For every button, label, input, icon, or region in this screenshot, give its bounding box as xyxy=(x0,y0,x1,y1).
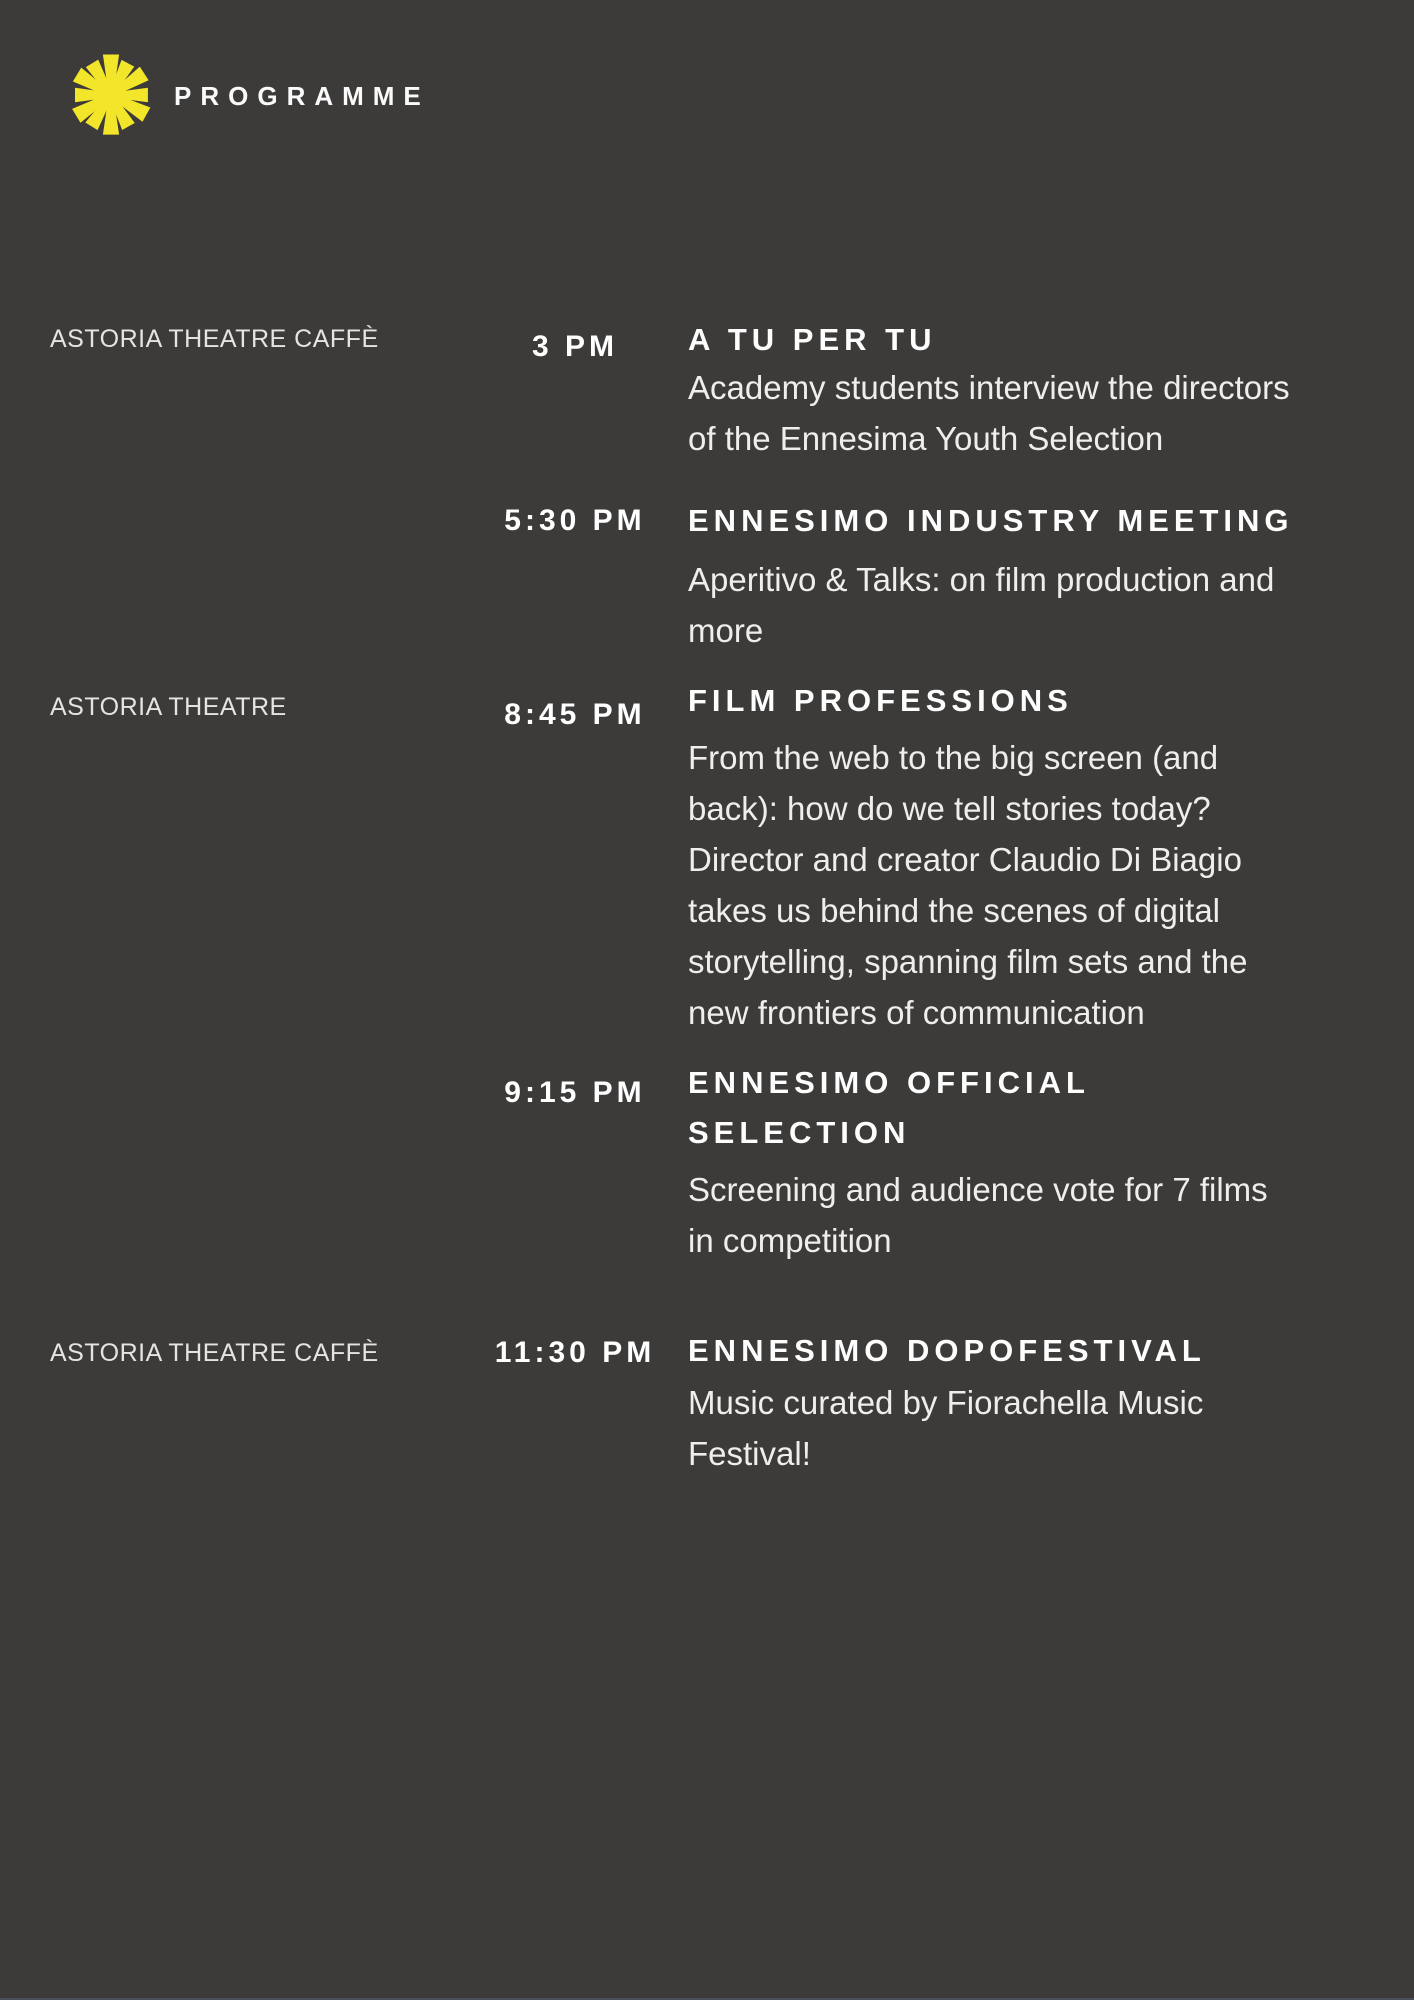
venue-label: ASTORIA THEATRE CAFFÈ xyxy=(50,1339,379,1367)
event-title: A TU PER TU xyxy=(688,322,937,357)
event-description: Music curated by Fiorachella Music Festival! xyxy=(688,1384,1204,1472)
event-title: ENNESIMO OFFICIAL SELECTION xyxy=(688,1065,1090,1150)
venue-label: ASTORIA THEATRE xyxy=(50,693,287,721)
time-label: 3 PM xyxy=(531,330,619,363)
time-label: 5:30 PM xyxy=(504,504,646,537)
venue-label: ASTORIA THEATRE CAFFÈ xyxy=(50,325,379,353)
event-title: ENNESIMO DOPOFESTIVAL xyxy=(688,1333,1206,1368)
event-description: Academy students interview the directors of the Ennesima Youth Selection xyxy=(688,369,1290,457)
time-label: 11:30 PM xyxy=(494,1336,656,1369)
time-label: 8:45 PM xyxy=(504,698,646,731)
event-description: Screening and audience vote for 7 films in competition xyxy=(688,1171,1268,1259)
event-title: ENNESIMO INDUSTRY MEETING xyxy=(688,503,1294,538)
page-title: PROGRAMME xyxy=(174,81,430,111)
event-description: From the web to the big screen (and back): how do we tell stories today? Director and creator Claudio Di Biagio takes us behind the scenes of digital storytelling, spanning film sets and the new frontiers of communication xyxy=(688,739,1248,1031)
time-label: 9:15 PM xyxy=(504,1076,646,1109)
event-title: FILM PROFESSIONS xyxy=(688,683,1073,718)
sunburst-logo-icon xyxy=(66,50,156,140)
event-description: Aperitivo & Talks: on film production and more xyxy=(688,561,1275,649)
